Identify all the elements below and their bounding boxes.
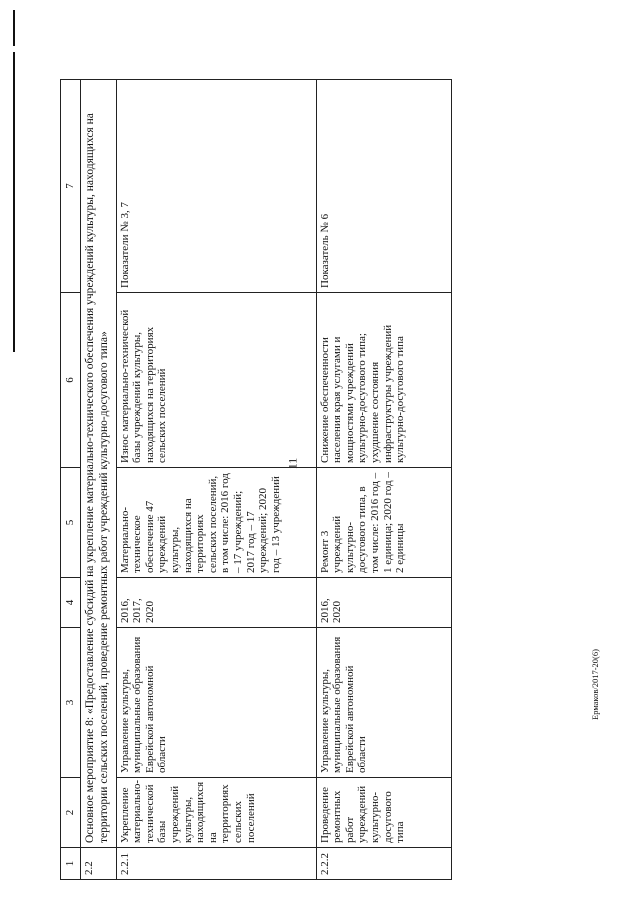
footer-code: Ермаков/2017-20(6) <box>590 649 600 720</box>
expected-result: Ремонт 3 учреждений культурно-досугового типа, в том числе: 2016 год – 1 единица; 2020 год – 2 единицы <box>316 468 451 578</box>
executor: Управление культуры, муниципальные образования Еврейской автономной области <box>116 628 316 778</box>
measure-name: Проведение ремонтных работ учреждений культурно-досугового типа <box>316 778 451 848</box>
section-number: 2.2 <box>80 848 116 880</box>
section-row <box>80 80 116 880</box>
executor: Управление культуры, муниципальные образования Еврейской автономной области <box>316 628 451 778</box>
rotated-table-wrapper <box>60 60 640 880</box>
table-row <box>116 80 316 880</box>
row-number: 2.2.2 <box>316 848 451 880</box>
section-title: Основное мероприятие 8: «Предоставление субсидий на укрепление материально-технического обеспечения учреждений культуры, находящихся на территории сельских поселений, проведение ремонтных работ учреждений культурно-досугового типа» <box>80 80 116 848</box>
table-row <box>316 80 451 880</box>
consequences: Износ материально-технической базы учреждений культуры, находящихся на территориях сельских поселений <box>116 293 316 468</box>
header-cell: 7 <box>61 80 81 293</box>
page-number: 11 <box>285 457 300 470</box>
measures-table <box>60 79 452 880</box>
measure-name: Укрепление материально-технической базы учреждений культуры, находящихся на территориях сельских поселений <box>116 778 316 848</box>
consequences: Снижение обеспеченности населения края услугами и мощностями учреждений культурно-досугового типа; ухудшение состояния инфраструктуры учреждений культурно-досугового типа <box>316 293 451 468</box>
years: 2016, 2017, 2020 <box>116 578 316 628</box>
row-number: 2.2.1 <box>116 848 316 880</box>
header-cell: 2 <box>61 778 81 848</box>
years: 2016, 2020 <box>316 578 451 628</box>
header-cell: 1 <box>61 848 81 880</box>
header-cell: 4 <box>61 578 81 628</box>
header-row <box>61 80 81 880</box>
header-cell: 6 <box>61 293 81 468</box>
indicator: Показатели № 3, 7 <box>116 80 316 293</box>
header-cell: 3 <box>61 628 81 778</box>
expected-result: Материально-техническое обеспечение 47 учреждений культуры, находящихся на территориях сельских поселений, в том числе: 2016 год – 17 учреждений; 2017 год – 17 учреждений; 2020 год – 13 учреждений <box>116 468 316 578</box>
indicator: Показатель № 6 <box>316 80 451 293</box>
header-cell: 5 <box>61 468 81 578</box>
margin-line-top <box>13 10 15 46</box>
margin-line-bottom <box>13 52 15 352</box>
